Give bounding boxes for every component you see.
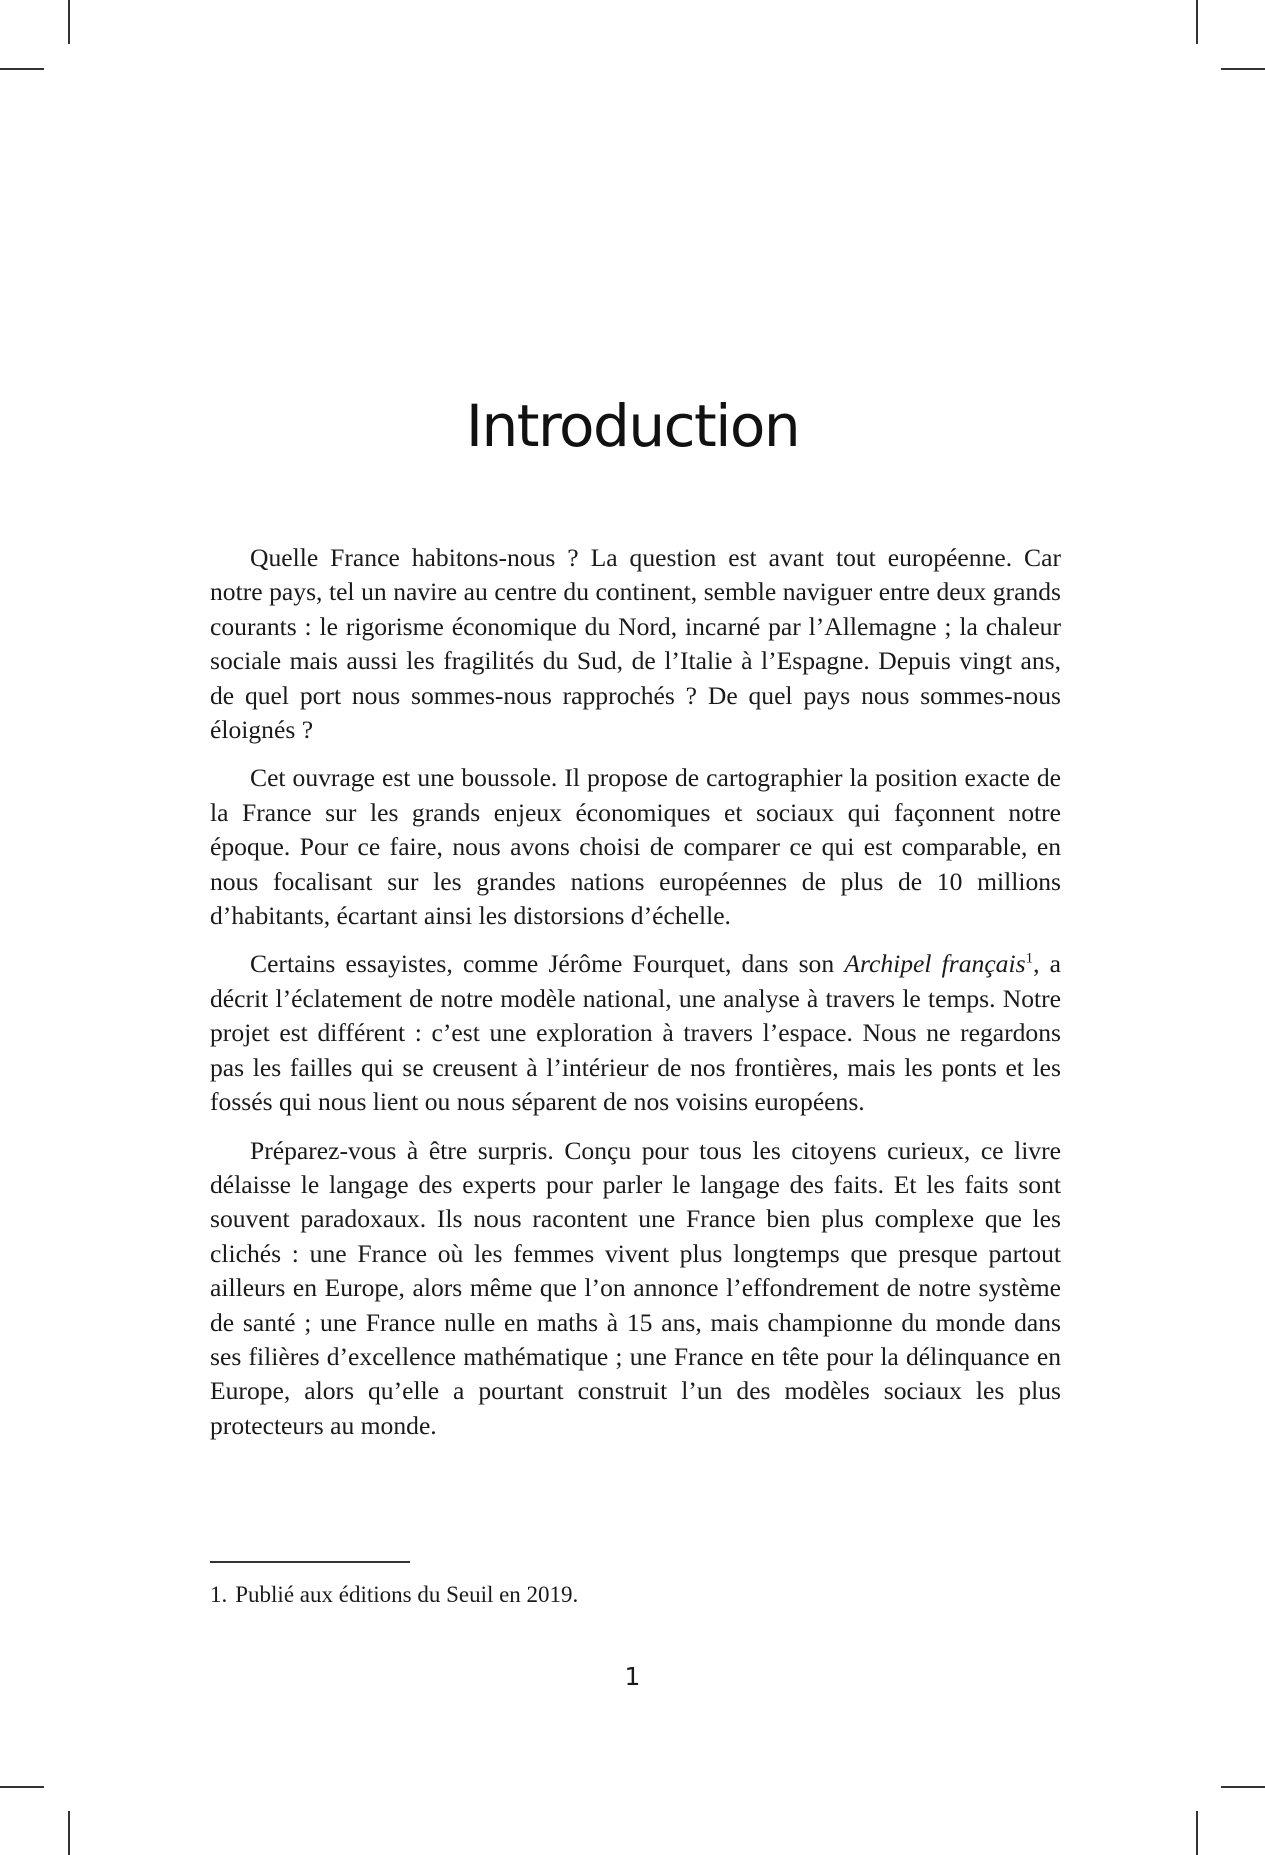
chapter-title: Introduction xyxy=(465,391,800,460)
footnote-text: Publié aux éditions du Seuil en 2019. xyxy=(235,1582,579,1607)
crop-mark-bottom-left xyxy=(0,1786,44,1788)
crop-mark-top-right xyxy=(1221,68,1265,70)
crop-mark-top-left xyxy=(0,68,44,70)
page-number: 1 xyxy=(624,1662,641,1691)
crop-mark-top-right xyxy=(1196,0,1198,44)
paragraph-3-before: Certains essayistes, comme Jérôme Fourquet, dans son xyxy=(250,949,845,979)
crop-mark-bottom-right xyxy=(1196,1811,1198,1855)
paragraph-2: Cet ouvrage est une boussole. Il propose de cartographier la position exacte de la France sur les grands enjeux économiques et sociaux qui façonnent notre époque. Pour ce faire, nous avons choisi de comparer ce qui est comparable, en nous focalisant sur les grandes nations européennes de plus de 10 millions d’habitants, écartant ainsi les distorsions d’échelle. xyxy=(210,763,1061,931)
crop-mark-top-left xyxy=(68,0,70,44)
crop-mark-bottom-left xyxy=(68,1811,70,1855)
crop-mark-bottom-right xyxy=(1221,1786,1265,1788)
book-title-archipel: Archipel français xyxy=(844,949,1026,979)
paragraph-3 xyxy=(210,947,1061,1119)
footnote-number: 1. xyxy=(210,1582,228,1607)
footnote-separator xyxy=(210,1561,410,1563)
paragraph-1: Quelle France habitons-nous ? La question est avant tout européenne. Car notre pays, tel un navire au centre du continent, semble naviguer entre deux grands courants : le rigorisme économique du Nord, incarné par l’Allemagne ; la chaleur sociale mais aussi les fragilités du Sud, de l’Italie à l’Espagne. Depuis vingt ans, de quel port nous sommes-nous rapprochés ? De quel pays nous sommes-nous éloignés ? xyxy=(210,543,1061,745)
paragraph-4: Préparez-vous à être surpris. Conçu pour tous les citoyens curieux, ce livre délaisse le langage des experts pour parler le langage des faits. Et les faits sont souvent paradoxaux. Ils nous racontent une France bien plus complexe que les clichés : une France où les femmes vivent plus longtemps que presque partout ailleurs en Europe, alors même que l’on annonce l’effondrement de notre système de santé ; une France nulle en maths à 15 ans, mais championne du monde dans ses filières d’excellence mathématique ; une France en tête pour la délinquance en Europe, alors qu’elle a pourtant construit l’un des modèles sociaux les plus protecteurs au monde. xyxy=(210,1135,1061,1440)
footnote xyxy=(210,1580,1061,1610)
paragraph-3-after: , a décrit l’éclatement de notre modèle national, une analyse à travers le temps. Notre projet est différent : c’est une exploration à travers l’espace. Nous ne regardons pas les failles qui se creusent à l’intérieur de nos frontières, mais les ponts et les fossés qui nous lient ou nous séparent de nos voisins européens. xyxy=(210,949,1061,1117)
footnote-reference[interactable]: 1 xyxy=(1025,950,1034,967)
body-text xyxy=(210,541,1061,1457)
